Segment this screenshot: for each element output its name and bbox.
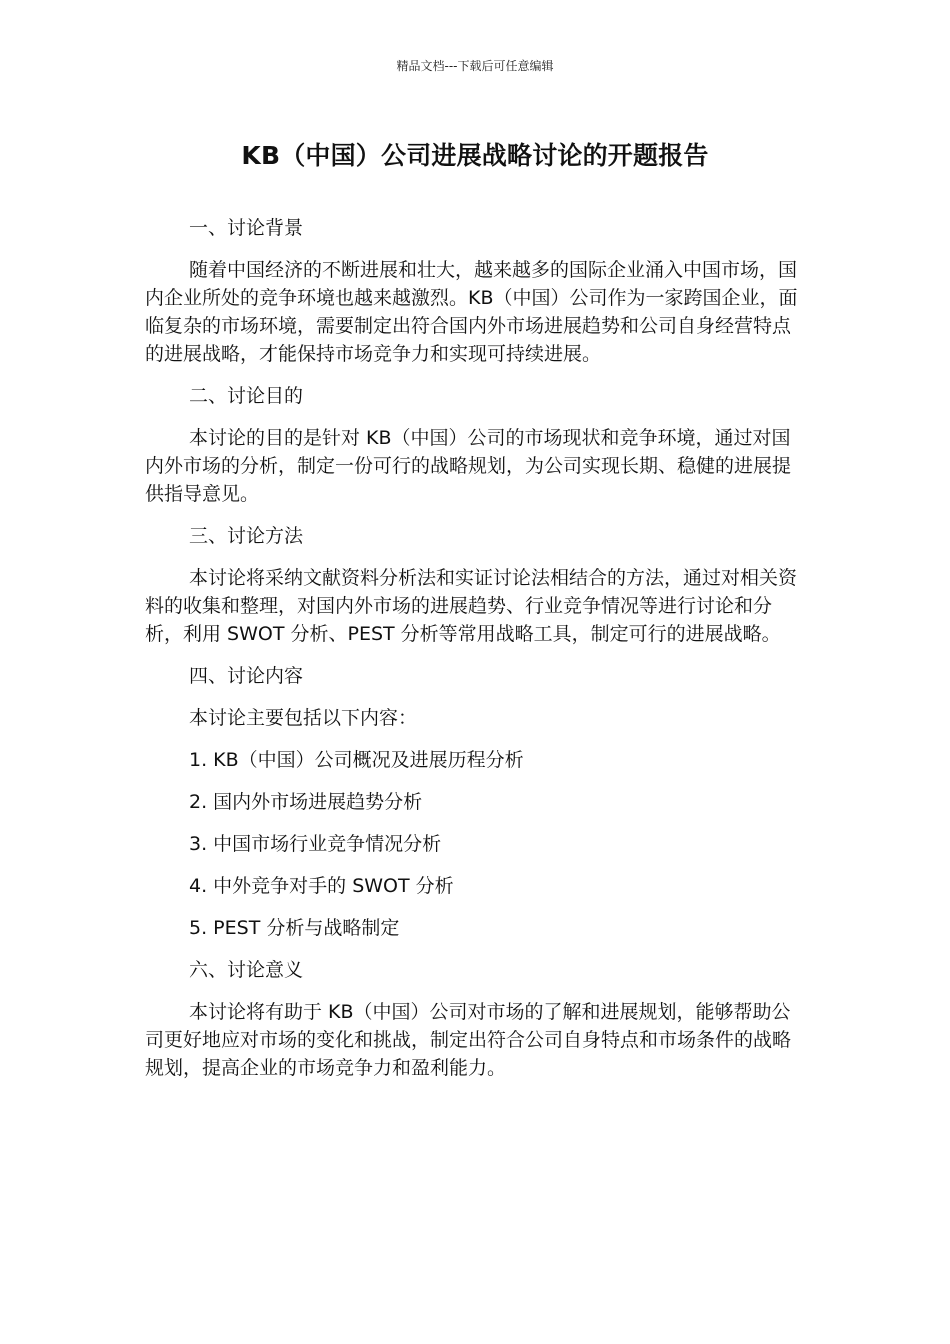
paragraph-purpose: 本讨论的目的是针对 KB（中国）公司的市场现状和竞争环境，通过对国内外市场的分析，制定一份可行的战略规划，为公司实现长期、稳健的进展提供指导意见。: [145, 427, 792, 505]
list-item: 4. 中外竞争对手的 SWOT 分析: [189, 875, 454, 897]
section-heading-significance: 六、讨论意义: [189, 959, 304, 981]
document-body: [145, 214, 805, 1096]
list-item: 5. PEST 分析与战略制定: [189, 917, 400, 939]
list-item: 3. 中国市场行业竞争情况分析: [189, 833, 442, 855]
paragraph-background: 随着中国经济的不断进展和壮大，越来越多的国际企业涌入中国市场，国内企业所处的竞争环境也越来越激烈。KB（中国）公司作为一家跨国企业，面临复杂的市场环境，需要制定出符合国内外市场进展趋势和公司自身经营特点的进展战略，才能保持市场竞争力和实现可持续进展。: [145, 259, 798, 365]
page-header-note: 精品文档---下载后可任意编辑: [396, 59, 554, 73]
list-item: 1. KB（中国）公司概况及进展历程分析: [189, 749, 524, 771]
content-intro: 本讨论主要包括以下内容：: [189, 707, 418, 729]
section-heading-purpose: 二、讨论目的: [189, 385, 304, 407]
paragraph-method: 本讨论将采纳文献资料分析法和实证讨论法相结合的方法，通过对相关资料的收集和整理，对国内外市场的进展趋势、行业竞争情况等进行讨论和分析，利用 SWOT 分析、PEST 分析等常用战略工具，制定可行的进展战略。: [145, 567, 798, 645]
paragraph-significance: 本讨论将有助于 KB（中国）公司对市场的了解和进展规划，能够帮助公司更好地应对市场的变化和挑战，制定出符合公司自身特点和市场条件的战略规划，提高企业的市场竞争力和盈利能力。: [145, 1001, 792, 1079]
section-heading-method: 三、讨论方法: [189, 525, 304, 547]
document-title: KB（中国）公司进展战略讨论的开题报告: [241, 141, 709, 170]
section-heading-background: 一、讨论背景: [189, 217, 304, 239]
section-heading-content: 四、讨论内容: [189, 665, 304, 687]
list-item: 2. 国内外市场进展趋势分析: [189, 791, 423, 813]
